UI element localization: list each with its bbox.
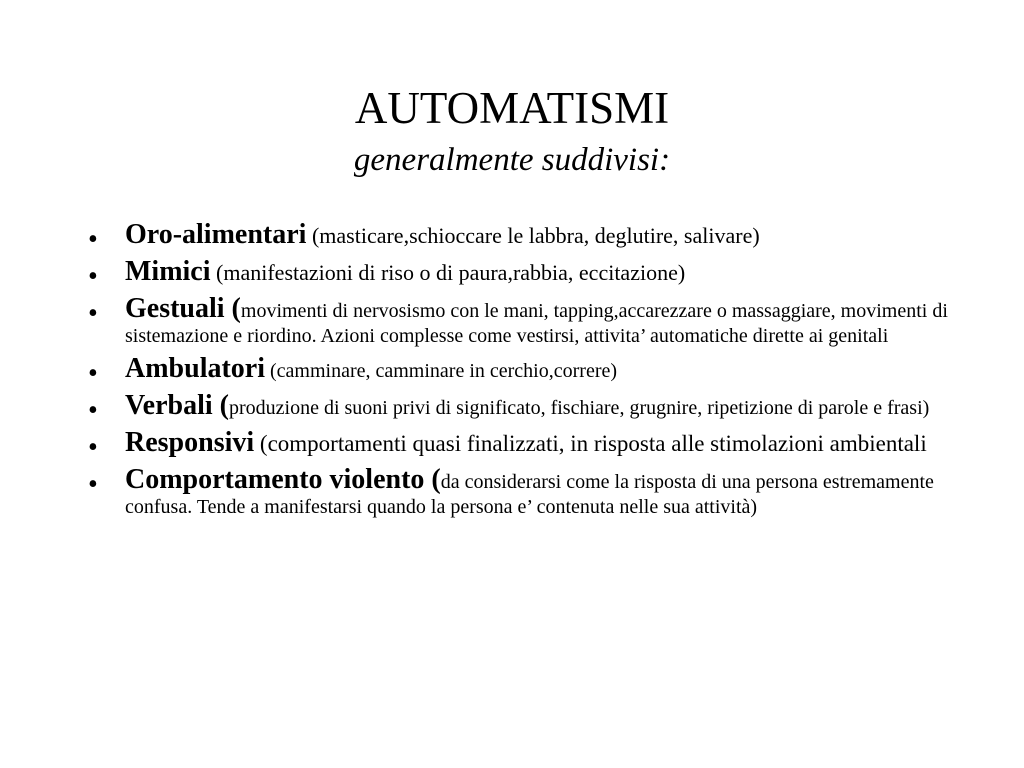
list-item (88, 294, 958, 347)
item-description: movimenti di nervosismo con le mani, tapping,accarezzare o massaggiare, movimenti di sistemazione e riordino. Azioni complesse come vestirsi, attivita’ automatiche dirette ai genitali (125, 300, 948, 347)
item-description: da considerarsi come la risposta di una persona estremamente confusa. Tende a manifestarsi quando la persona e’ contenuta nelle sua attività) (125, 471, 934, 518)
bullet-icon: • (88, 358, 98, 389)
bullet-icon: • (88, 261, 98, 292)
list-item (88, 427, 958, 463)
list-item (88, 256, 958, 292)
bullet-icon: • (88, 298, 98, 329)
list-item (88, 219, 958, 255)
item-description: (comportamenti quasi finalizzati, in risposta alle stimolazioni ambientali (254, 431, 927, 456)
item-term: Responsivi (125, 427, 255, 458)
item-description: produzione di suoni privi di significato, fischiare, grugnire, ripetizione di parole e frasi) (228, 397, 930, 419)
bullet-icon: • (88, 224, 98, 255)
bullet-icon: • (88, 395, 98, 426)
item-term: Mimici (125, 256, 211, 287)
slide-subtitle: generalmente suddivisi: (353, 142, 671, 178)
item-term: Verbali ( (125, 390, 229, 421)
list-item (88, 353, 958, 389)
item-term: Gestuali ( (125, 293, 241, 324)
list-item (88, 465, 958, 518)
slide-title: AUTOMATISMI (354, 83, 670, 133)
item-term: Comportamento violento ( (125, 464, 441, 495)
bullet-icon: • (88, 432, 98, 463)
list-item (88, 390, 958, 426)
item-description: (manifestazioni di riso o di paura,rabbia, eccitazione) (210, 260, 686, 285)
item-description: (masticare,schioccare le labbra, deglutire, salivare) (306, 223, 760, 248)
bullet-list (88, 220, 958, 525)
item-description: (camminare, camminare in cerchio,correre) (265, 360, 618, 382)
item-term: Oro-alimentari (125, 219, 307, 250)
item-term: Ambulatori (125, 353, 265, 384)
bullet-icon: • (88, 469, 98, 500)
